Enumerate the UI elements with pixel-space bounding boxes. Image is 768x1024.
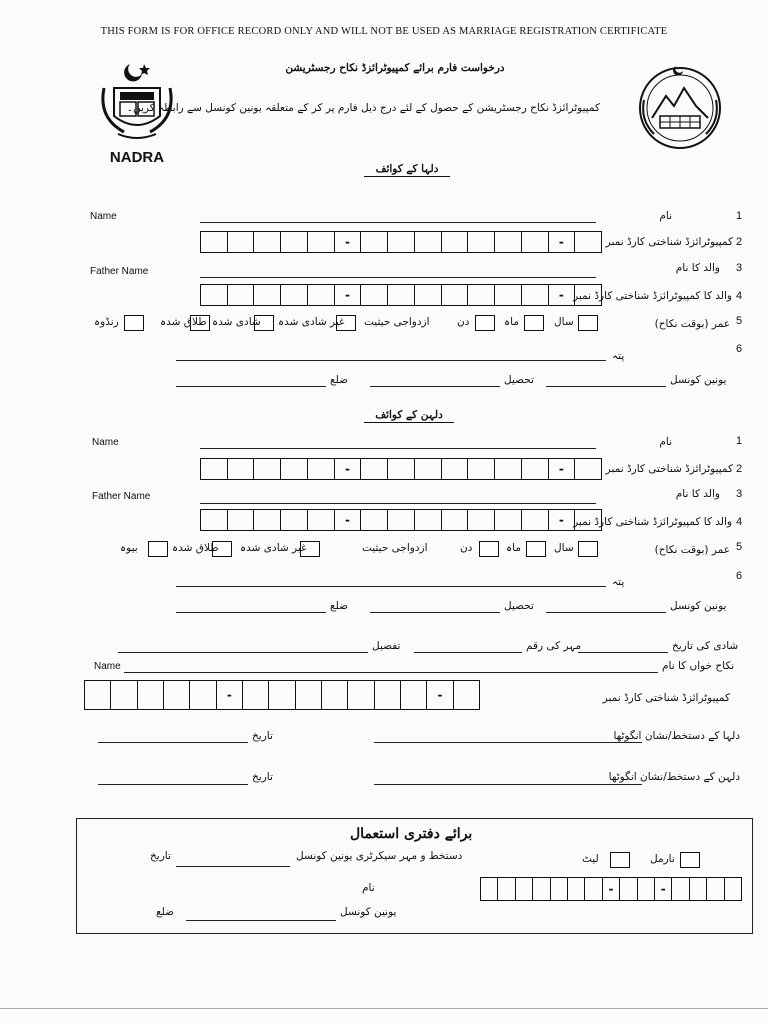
nadra-logo-text: NADRA [109,149,165,166]
groom-district-label: ضلع [330,374,348,386]
bride-divorced-label: طلاق شدہ [172,542,219,554]
groom-sign-date-field[interactable] [98,742,248,743]
row-number: 4 [736,516,743,528]
bride-tehsil-label: تحصیل [504,600,534,612]
groom-father-ur-label: والد کا نام [675,262,720,274]
groom-divorced-label: طلاق شدہ [160,316,207,328]
bride-district-label: ضلع [330,600,348,612]
nikah-khawan-name-field[interactable] [124,672,658,673]
office-name-label: نام [362,882,375,894]
province-seal [630,60,730,156]
bride-father-cnic-label: والد کا کمپیوٹرائزڈ شناختی کارڈ نمبر [573,516,732,528]
office-use-title: برائے دفتری استعمال [350,826,473,842]
bride-cnic-field[interactable]: - - [200,458,602,480]
dower-field[interactable] [414,652,522,653]
bride-address-field[interactable] [176,586,606,587]
bride-father-ur-label: والد کا نام [675,488,720,500]
bride-tehsil-field[interactable] [370,612,500,613]
bride-sign-label: دلہن کے دستخط/نشان انگوٹھا [608,771,740,783]
bride-district-field[interactable] [176,612,326,613]
row-number: 2 [736,236,743,248]
groom-tehsil-label: تحصیل [504,374,534,386]
bride-widow-label: بیوہ [120,542,138,554]
bride-sign-date-field[interactable] [98,784,248,785]
groom-age-day-box[interactable] [475,315,495,331]
groom-name-label: Name [90,211,117,222]
groom-widower-label: رنڈوہ [94,316,119,328]
groom-unmarried-label: غیر شادی شدہ [278,316,345,328]
bride-uc-field[interactable] [546,612,666,613]
marriage-details-label: تفصیل [372,640,401,652]
bride-marital-label: ازدواجی حیثیت [362,542,428,554]
groom-married-label: شادی شدہ [212,316,261,328]
bride-name-label: Name [92,437,119,448]
groom-sign-date-label: تاریخ [252,730,273,742]
bride-age-year-box[interactable] [578,541,598,557]
row-number: 5 [736,315,743,327]
groom-sign-label: دلہا کے دستخط/نشان انگوٹھا [613,730,740,742]
bride-father-cnic-field[interactable]: - - [200,509,602,531]
marriage-date-field[interactable] [578,652,668,653]
bride-section-title: دلہن کے کوائف [364,409,454,423]
normal-box[interactable] [680,852,700,868]
normal-label: نارمل [650,853,675,865]
row-number: 5 [736,541,743,553]
secretary-sign-label: دستخط و مہر سیکرٹری یونین کونسل [296,850,463,862]
office-date-label: تاریخ [150,850,171,862]
office-date-field[interactable] [176,866,290,867]
office-uc-label: یونین کونسل [340,906,397,918]
bride-age-year-label: سال [554,542,574,554]
groom-widower-box[interactable] [124,315,144,331]
groom-name-ur-label: نام [659,210,672,222]
groom-cnic-label: کمپیوٹرائزڈ شناختی کارڈ نمبر [605,236,733,248]
late-box[interactable] [610,852,630,868]
bride-father-field[interactable] [200,503,596,504]
bride-name-field[interactable] [200,448,596,449]
groom-cnic-field[interactable]: - - [200,231,602,253]
row-number: 3 [736,488,743,500]
row-number: 1 [736,435,743,447]
groom-father-label: Father Name [90,266,149,277]
bride-unmarried-label: غیر شادی شدہ [240,542,307,554]
bride-address-label: پتہ [612,576,625,588]
groom-age-month-box[interactable] [524,315,544,331]
groom-age-label: عمر (بوقت نکاح) [654,318,730,330]
bride-age-day-box[interactable] [479,541,499,557]
marriage-date-label: شادی کی تاریخ [672,640,739,652]
groom-address-label: پتہ [612,350,625,362]
form-notice: THIS FORM IS FOR OFFICE RECORD ONLY AND WILL NOT BE USED AS MARRIAGE REGISTRATION CERTIFICATE [100,26,668,37]
row-number: 6 [736,570,743,582]
row-number: 1 [736,210,743,222]
late-label: لیٹ [582,853,599,865]
groom-age-day-label: دن [457,316,470,328]
groom-age-year-box[interactable] [578,315,598,331]
groom-father-field[interactable] [200,277,596,278]
page-edge [0,1008,768,1009]
groom-father-cnic-label: والد کا کمپیوٹرائزڈ شناختی کارڈ نمبر [573,290,732,302]
bride-age-label: عمر (بوقت نکاح) [654,544,730,556]
form-instruction: کمپیوٹرائزڈ نکاح رجسٹریشن کے حصول کے لئے درج ذیل فارم پر کر کے متعلقہ یونین کونسل سے رابطہ کریں۔ [126,102,600,114]
groom-district-field[interactable] [176,386,326,387]
groom-sign-field[interactable] [374,742,642,743]
bride-age-month-label: ماہ [506,542,521,554]
row-number: 3 [736,262,743,274]
form-title: درخواست فارم برائے کمپیوٹرائزڈ نکاح رجسٹریشن [285,62,505,74]
groom-uc-field[interactable] [546,386,666,387]
nikah-khawan-cnic-label: کمپیوٹرائزڈ شناختی کارڈ نمبر [602,692,730,704]
bride-sign-date-label: تاریخ [252,771,273,783]
office-cnic-field[interactable]: - - [480,877,742,901]
groom-age-year-label: سال [554,316,574,328]
nikah-khawan-name-en: Name [94,661,121,672]
groom-uc-label: یونین کونسل [670,374,727,386]
bride-name-ur-label: نام [659,436,672,448]
bride-sign-field[interactable] [374,784,642,785]
groom-tehsil-field[interactable] [370,386,500,387]
bride-widow-box[interactable] [148,541,168,557]
bride-father-label: Father Name [92,491,151,502]
bride-cnic-label: کمپیوٹرائزڈ شناختی کارڈ نمبر [605,463,733,475]
bride-uc-label: یونین کونسل [670,600,727,612]
row-number: 6 [736,343,743,355]
groom-section-title: دلہا کے کوائف [364,163,450,177]
groom-age-month-label: ماہ [504,316,519,328]
bride-age-day-label: دن [460,542,473,554]
nikah-khawan-cnic-field[interactable]: - - [84,680,480,710]
row-number: 2 [736,463,743,475]
groom-marital-label: ازدواجی حیثیت [364,316,430,328]
row-number: 4 [736,290,743,302]
office-uc-field[interactable] [186,920,336,921]
dower-label: مہر کی رقم [526,640,582,652]
office-district-label: ضلع [156,906,174,918]
groom-address-field[interactable] [176,360,606,361]
nikah-khawan-label: نکاح خواں کا نام [662,660,735,672]
groom-father-cnic-field[interactable]: - - [200,284,602,306]
bride-age-month-box[interactable] [526,541,546,557]
groom-name-field[interactable] [200,222,596,223]
marriage-details-field[interactable] [118,652,368,653]
